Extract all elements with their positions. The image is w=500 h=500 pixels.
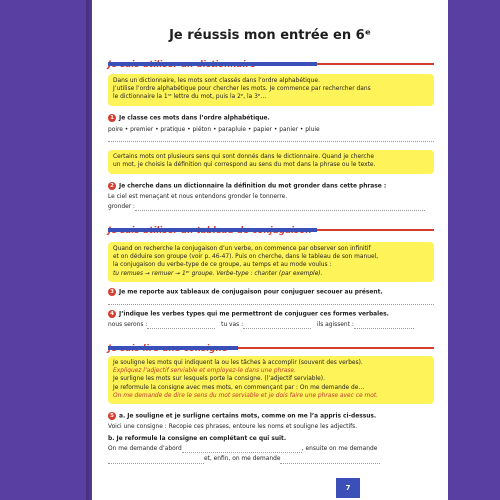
rule-line: Dans un dictionnaire, les mots sont classés dans l’ordre alphabétique. xyxy=(113,78,320,84)
section-heading-instruction xyxy=(108,336,434,349)
frame-right xyxy=(448,0,500,500)
section-heading-conjugation xyxy=(108,218,434,231)
rule-box-dictionary xyxy=(108,74,434,106)
exercise-1 xyxy=(108,114,434,142)
rule-line: Je surligne les mots sur lesquels porte la consigne. (l’adjectif serviable). xyxy=(113,376,325,383)
rule-line: Je souligne les mots qui indiquent la ou les tâches à accomplir (souvent des verbes). xyxy=(113,360,363,366)
answer-line[interactable] xyxy=(108,138,434,142)
rule-example: Expliquez l’adjectif serviable et employez-le dans une phrase. xyxy=(113,368,296,375)
answer-line[interactable] xyxy=(182,447,302,453)
page-number: 7 xyxy=(336,478,360,498)
answer-line[interactable] xyxy=(147,323,215,329)
exercise-4 xyxy=(108,310,434,329)
section-underline xyxy=(108,346,238,350)
exercise-title: Je classe ces mots dans l’ordre alphabétique. xyxy=(119,115,270,122)
exercise-number: 4 xyxy=(108,310,116,318)
answer-line[interactable] xyxy=(135,205,425,211)
rule-example: On me demande de dire le sens du mot serviable et je dois faire une phrase avec ce mot. xyxy=(113,392,379,399)
rule-box-meanings xyxy=(108,150,434,174)
exercise-subtitle: b. Je reformule la consigne en complétant ce qui suit. xyxy=(108,435,287,442)
workbook-page xyxy=(92,0,448,500)
verb-form-label: tu vas : xyxy=(221,321,244,328)
rule-line: le dictionnaire la 1ʳᵉ lettre du mot, puis la 2ᵉ, la 3ᵉ… xyxy=(113,94,267,101)
answer-line[interactable] xyxy=(108,301,434,305)
exercise-title: J’indique les verbes types qui me permettront de conjuguer ces formes verbales. xyxy=(119,311,389,318)
exercise-title: Je cherche dans un dictionnaire la définition du mot gronder dans cette phrase : xyxy=(119,183,387,190)
page-title: Je réussis mon entrée en 6ᵉ xyxy=(169,28,371,43)
section-underline xyxy=(108,228,317,232)
section-heading-dictionary xyxy=(108,52,434,65)
exercise-title: Je me reporte aux tableaux de conjugaison pour conjuguer secouer au présent. xyxy=(119,289,383,296)
completion-middle: et, enfin, on me demande xyxy=(204,456,281,463)
answer-line[interactable] xyxy=(243,323,311,329)
rule-line: Certains mots ont plusieurs sens qui sont donnés dans le dictionnaire. Quand je cherche xyxy=(113,154,374,160)
answer-line[interactable] xyxy=(108,458,204,464)
rule-line: la conjugaison du verbe-type de ce groupe, au temps et au mode voulus : xyxy=(113,262,332,269)
rule-line: un mot, je choisis la définition qui correspond au sens du mot dans la phrase ou le texte. xyxy=(113,162,376,169)
answer-label: gronder : xyxy=(108,203,136,210)
section-underline xyxy=(108,62,317,66)
rule-line: Quand on recherche la conjugaison d’un verbe, on commence par observer son infinitif xyxy=(113,246,371,252)
exercise-number: 1 xyxy=(108,114,116,122)
rule-line: tu remues → remuer → 1ᵉʳ groupe. Verbe-type : chanter (par exemple). xyxy=(113,270,323,277)
exercise-number: 5 xyxy=(108,412,116,420)
verb-form-label: nous serons : xyxy=(108,321,148,328)
exercise-number: 2 xyxy=(108,182,116,190)
exercise-3 xyxy=(108,288,434,305)
rule-line: J’utilise l’ordre alphabétique pour chercher les mots. Je commence par rechercher dans xyxy=(113,86,371,93)
completion-prefix: On me demande d’abord xyxy=(108,446,182,453)
exercise-number: 3 xyxy=(108,288,116,296)
answer-line[interactable] xyxy=(280,458,380,464)
rule-line: Je reformule la consigne avec mes mots, en commençant par : On me demande de… xyxy=(113,384,365,391)
exercise-5 xyxy=(108,412,434,464)
completion-middle: , ensuite on me demande xyxy=(301,446,378,453)
exercise-title: a. Je souligne et je surligne certains mots, comme on me l’a appris ci-dessus. xyxy=(119,413,377,420)
rule-box-instruction xyxy=(108,356,434,404)
instruction-text: Voici une consigne : Recopie ces phrases, entoure les noms et souligne les adjectifs. xyxy=(108,423,358,430)
word-list: poire • premier • pratique • piéton • parapluie • papier • panier • pluie xyxy=(108,126,320,133)
exercise-2 xyxy=(108,182,434,211)
answer-line[interactable] xyxy=(354,323,414,329)
rule-box-conjugation xyxy=(108,242,434,282)
rule-line: et on déduire son groupe (voir p. 46-47). Puis on cherche, dans le tableau de son manuel, xyxy=(113,254,379,261)
exercise-sentence: Le ciel est menaçant et nous entendons gronder le tonnerre. xyxy=(108,193,288,200)
verb-form-label: ils agissent : xyxy=(316,321,354,328)
